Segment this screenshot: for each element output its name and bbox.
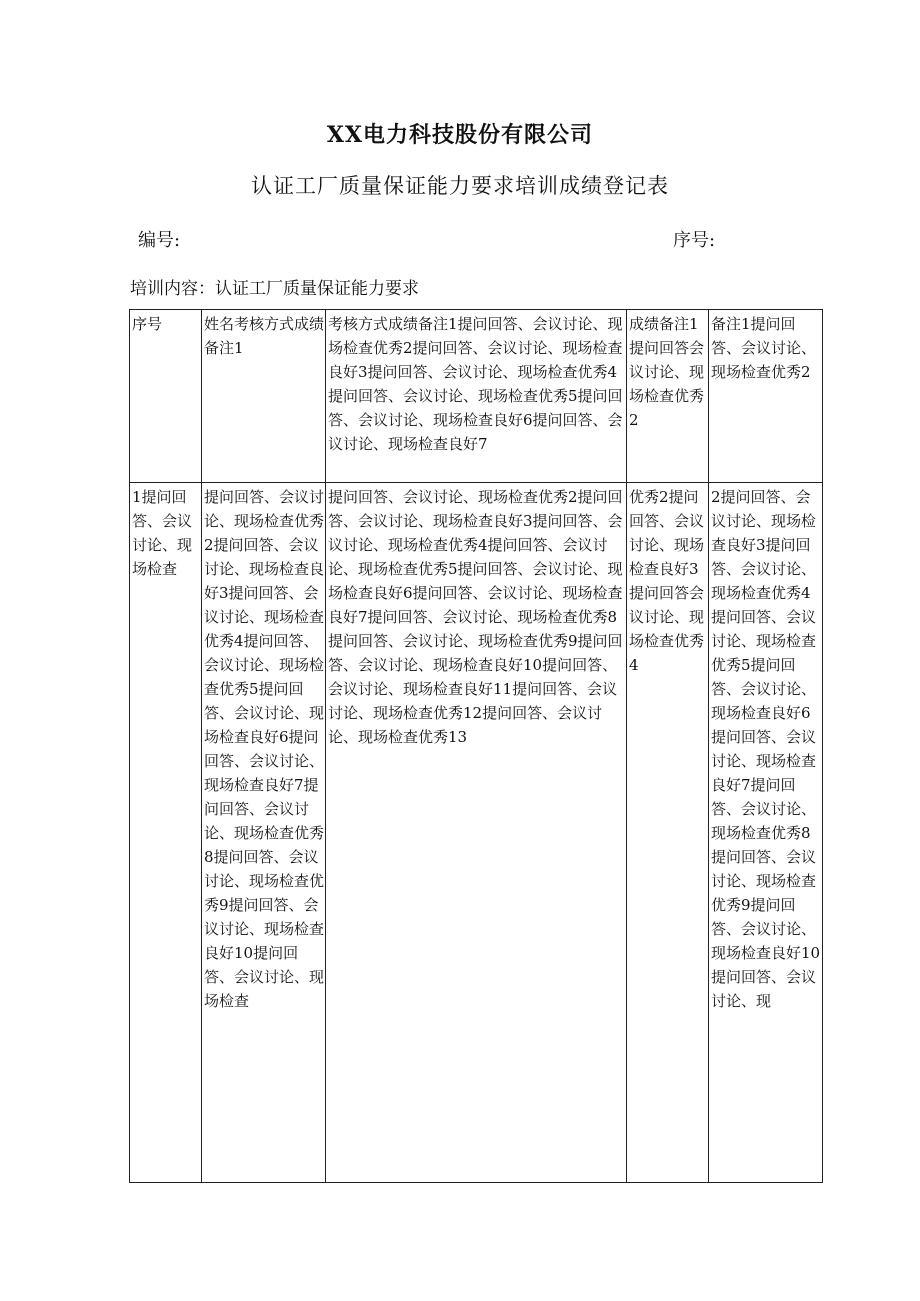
table-cell: 2提问回答、会议讨论、现场检查良好3提问回答、会议讨论、现场检查优秀4提问回答、会议讨论、现场检查优秀5提问回答、会议讨论、现场检查良好6提问回答、会议讨论、现场检查良好7提问回答、会议讨论、现场检查优秀8提问回答、会议讨论、现场检查优秀9提问回答、会议讨论、现场检查良好10提问回答、会议讨论、现: [709, 483, 823, 1183]
table-cell: 考核方式成绩备注1提问回答、会议讨论、现场检查优秀2提问回答、会议讨论、现场检查良好3提问回答、会议讨论、现场检查优秀4提问回答、会议讨论、现场检查优秀5提问回答、会议讨论、现场检查良好6提问回答、会议讨论、现场检查良好7: [326, 310, 627, 483]
score-table: [129, 309, 823, 1183]
table-cell: 姓名考核方式成绩备注1: [202, 310, 326, 483]
sequence-label: 序号:: [673, 230, 716, 251]
table-cell: 序号: [130, 310, 202, 483]
table-cell: 成绩备注1提问回答会议讨论、现场检查优秀2: [627, 310, 709, 483]
form-title: 认证工厂质量保证能力要求培训成绩登记表: [251, 174, 669, 198]
table-cell: 1提问回答、会议讨论、现场检查: [130, 483, 202, 1183]
company-name: XX电力科技股份有限公司: [326, 122, 594, 148]
table-row: [130, 483, 823, 1183]
table-cell: 提问回答、会议讨论、现场检查优秀2提问回答、会议讨论、现场检查良好3提问回答、会议讨论、现场检查优秀4提问回答、会议讨论、现场检查优秀5提问回答、会议讨论、现场检查良好6提问回答、会议讨论、现场检查良好7提问回答、会议讨论、现场检查优秀8提问回答、会议讨论、现场检查优秀9提问回答、会议讨论、现场检查良好10提问回答、会议讨论、现场检查: [202, 483, 326, 1183]
table-cell: 提问回答、会议讨论、现场检查优秀2提问回答、会议讨论、现场检查良好3提问回答、会议讨论、现场检查优秀4提问回答、会议讨论、现场检查优秀5提问回答、会议讨论、现场检查良好6提问回答、会议讨论、现场检查良好7提问回答、会议讨论、现场检查优秀8提问回答、会议讨论、现场检查优秀9提问回答、会议讨论、现场检查良好10提问回答、会议讨论、现场检查良好11提问回答、会议讨论、现场检查优秀12提问回答、会议讨论、现场检查优秀13: [326, 483, 627, 1183]
training-content: 培训内容：认证工厂质量保证能力要求: [130, 279, 419, 299]
table-header-row: [130, 310, 823, 483]
number-label: 编号:: [138, 230, 181, 251]
table-cell: 备注1提问回答、会议讨论、现场检查优秀2: [709, 310, 823, 483]
table-cell: 优秀2提问回答、会议讨论、现场检查良好3提问回答会议讨论、现场检查优秀4: [627, 483, 709, 1183]
